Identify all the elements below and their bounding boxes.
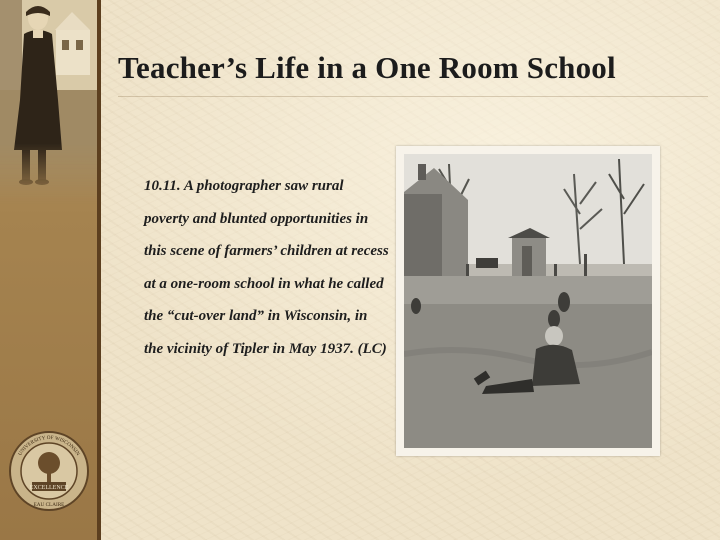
side-bar-edge	[97, 0, 101, 540]
slide-title: Teacher’s Life in a One Room School	[118, 50, 616, 85]
university-seal-logo	[8, 430, 90, 512]
svg-text:EAU CLAIRE: EAU CLAIRE	[33, 502, 65, 508]
svg-text:UNIVERSITY OF WISCONSIN: UNIVERSITY OF WISCONSIN	[17, 434, 81, 457]
photo-caption: 10.11. A photographer saw rural poverty and blunted opportunities in this scene of farmers’ children at recess at a one-room school in what he called the “cut-over land” in Wisconsin, in the vicinity of Tipler in May 1937. (LC)	[144, 178, 389, 357]
children-at-recess-photo	[404, 154, 652, 448]
vintage-woman-portrait	[0, 0, 97, 205]
title-divider	[118, 96, 708, 97]
photo-frame	[396, 146, 660, 456]
svg-text:EXCELLENCE: EXCELLENCE	[29, 485, 69, 491]
